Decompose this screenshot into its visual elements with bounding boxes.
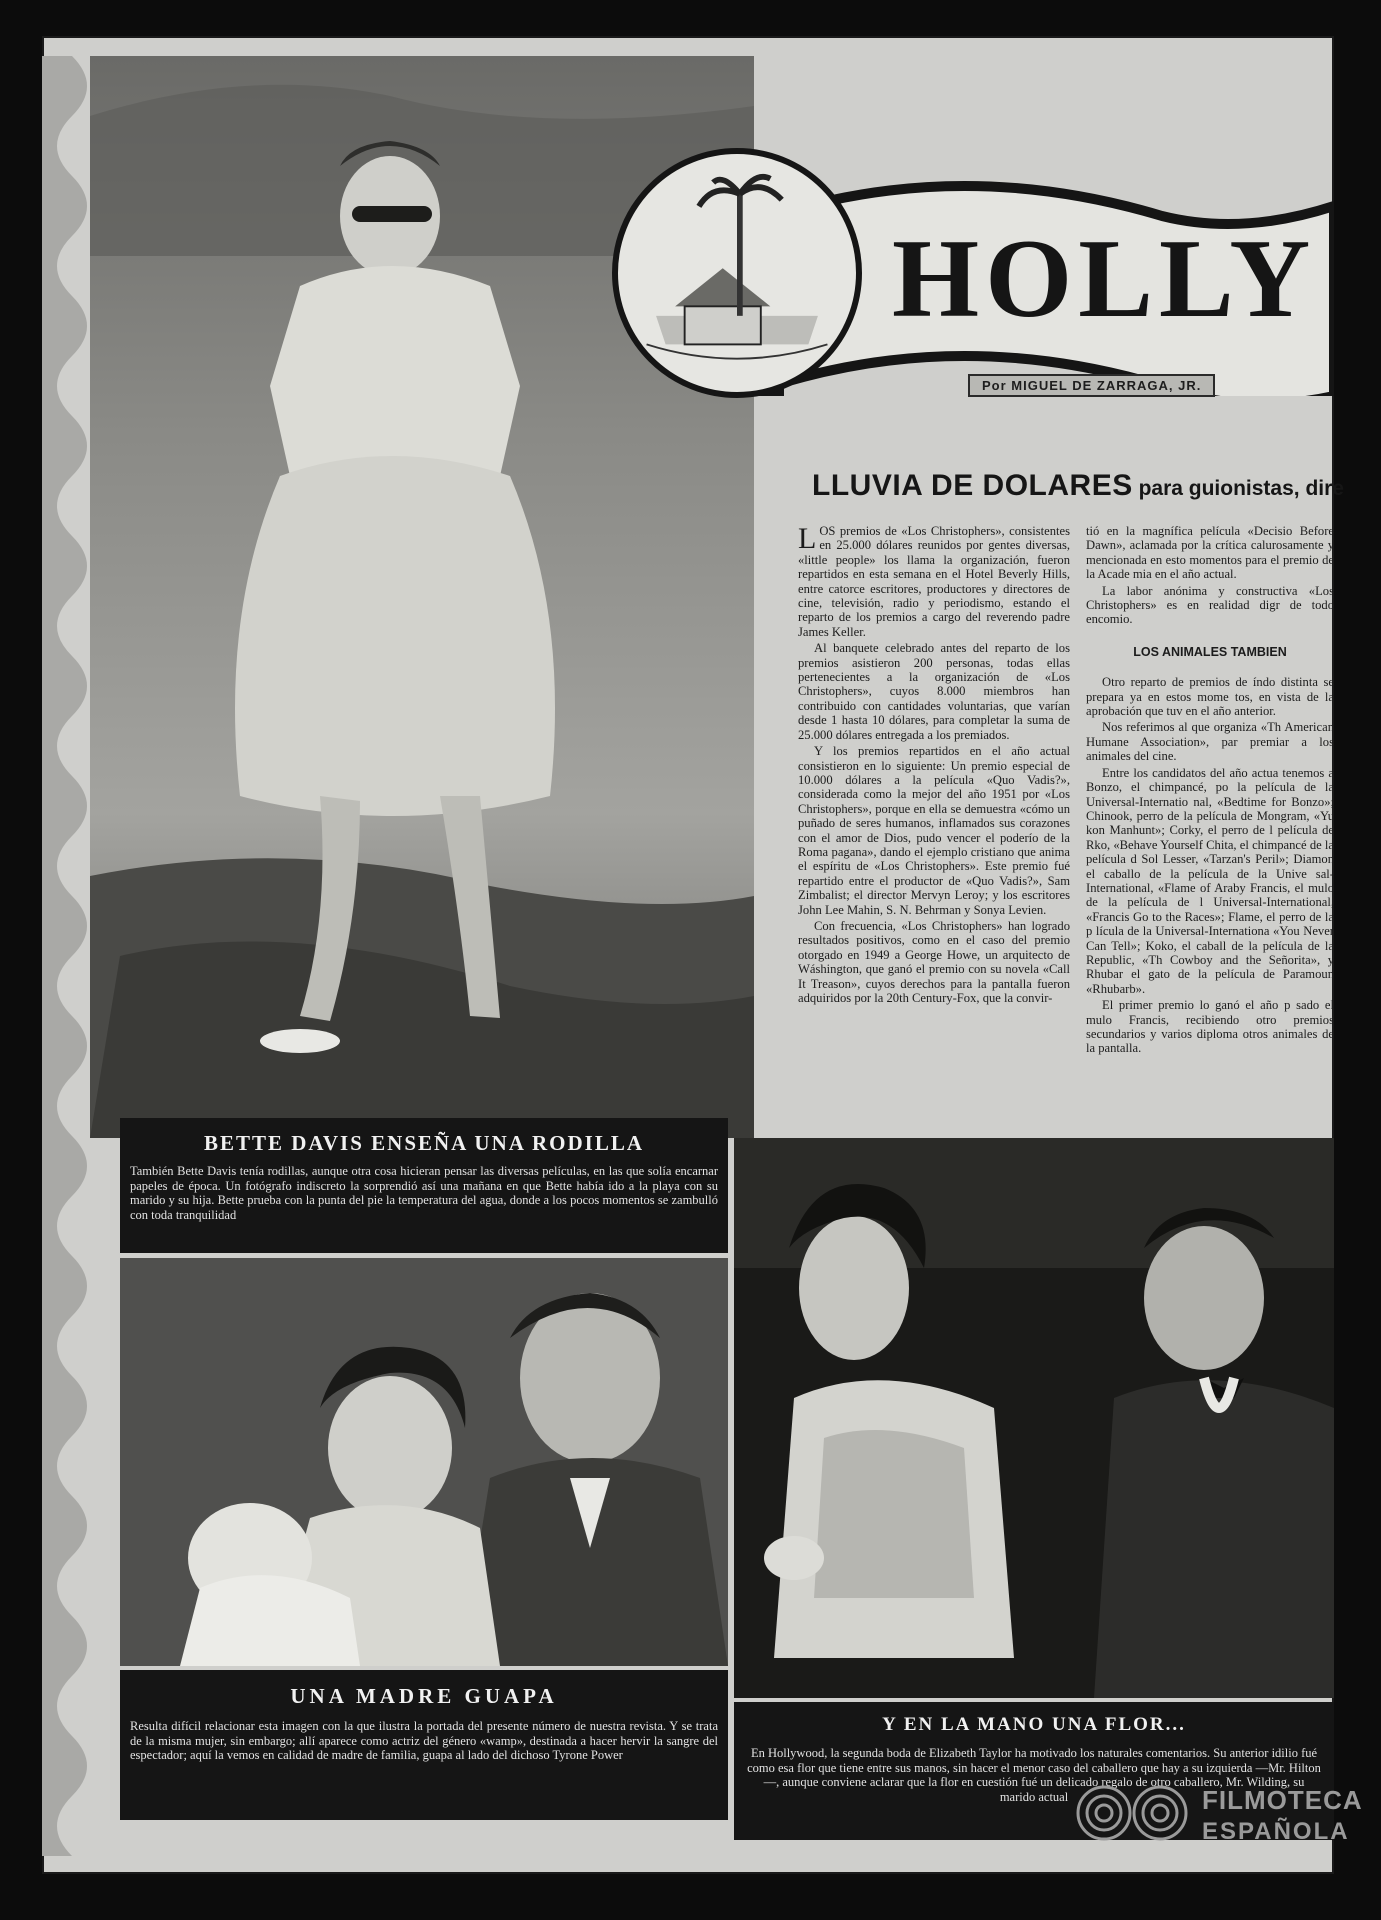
madre-caption — [120, 1670, 728, 1820]
byline: Por MIGUEL DE ZARRAGA, JR. — [968, 374, 1215, 397]
masthead-title-text: HOLLY — [892, 217, 1317, 341]
logo-line1: FILMOTECA — [1202, 1785, 1363, 1815]
article-paragraph: La labor anónima y constructiva «Los Christophers» es en realidad digr de todo encomio. — [1086, 583, 1334, 627]
article-paragraph: Al banquete celebrado antes del reparto de los premios asistieron 200 personas, todas ellas pertenecientes a la organización de «Los Christophers», cuyos 8.000 miembros han contribuido con cantidades voluntarias, que varían desde 1 hasta 10 dólares, para completar la suma de 25.000 dólares entregada a los premiados. — [798, 641, 1070, 742]
logo-text — [1202, 1785, 1363, 1846]
article-paragraph: tió en la magnífica película «Decisio Before Dawn», aclamada por la crítica calurosamente y mencionada en esto momentos para el premio de la Acade mia en el año actual. — [1086, 524, 1334, 582]
dropcap: L — [798, 522, 817, 555]
spiral-logo-icon — [1074, 1781, 1192, 1847]
caption-body: En Hollywood, la segunda boda de Elizabeth Taylor ha motivado los naturales comentarios. Su anterior idilio fué como esa flor que tiene entre sus manos, sin hacer el menor caso del caballero que hay a su izquierda —Mr. Hilton—, aunque conviene aclarar que la flor en cuestión fué un delicado regalo de otro caballero, Mr. Wilding, su marido actual — [747, 1746, 1321, 1804]
masthead-illustration — [612, 148, 862, 398]
subhead: LOS ANIMALES TAMBIEN — [1133, 644, 1287, 659]
mother-baby-photo — [120, 1258, 728, 1666]
elizabeth-taylor-photo — [734, 1138, 1334, 1698]
article-paragraph: El primer premio lo ganó el año p sado el mulo Francis, recibiendo otro premios secundarios y varios diploma otros animales de la pantalla. — [1086, 998, 1334, 1056]
article-paragraph: Otro reparto de premios de índo distinta se prepara ya en estos mome tos, en vista de la aprobación que tuv en el año anterior. — [1086, 675, 1334, 719]
article-paragraph: Entre los candidatos del año actua tenemos a Bonzo, el chimpancé, po la película de la Universal-Internatio nal, «Bedtime for Bonzo»; Chinook, perro de la película de Mongram, «Yu kon Manhunt»; Corky, el perro de l película de Rko, «Behave Yourself Chita, el chimpancé de la película d Sol Lesser, «Tarzan's Peril»; Diamon el caballo de la película de la Unive sal-International, «Flame of Araby Francis, el mulo de la película de l Universal-International, «Francis Go to the Races»; Flame, el perro de la p lícula de la Universal-Internationa «You Never Can Tell»; Koko, el caball de la película de la Republic, «Th Cowboy and the Señorita», y Rhubar el gato de la película de Paramoun «Rhubarb». — [1086, 765, 1334, 996]
headline-rest: para guionistas, dire — [1132, 477, 1344, 500]
article-column-1 — [798, 524, 1070, 1007]
caption-title: UNA MADRE GUAPA — [290, 1684, 558, 1708]
newspaper-page — [42, 36, 1344, 1874]
article-paragraph: Nos referimos al que organiza «Th American Humane Association», par premiar a los animales del cine. — [1086, 720, 1334, 764]
caption-title: Y EN LA MANO UNA FLOR... — [882, 1714, 1186, 1735]
caption-title: BETTE DAVIS ENSEÑA UNA RODILLA — [203, 1131, 645, 1155]
logo-line2: ESPAÑOLA — [1202, 1818, 1350, 1845]
article-paragraph: LOS premios de «Los Christophers», consistentes en 25.000 dólares reunidos por gentes diversas, «little people» los llama la organización, fueron repartidos en esta semana en el Hotel Beverly Hills, entre catorce escritores, productores y directores de cine, televisión, radio y periodismo, estando el reparto de los premios a cargo del reverendo padre James Keller. — [798, 522, 1070, 639]
caption-body: Resulta difícil relacionar esta imagen con la que ilustra la portada del presente número de nuestra revista. Y se trata de la misma mujer, sin embargo; allí aparece como actriz del género «wamp», destinada a hacer hervir la sangre del espectador; aquí la vemos en calidad de madre de familia, guapa al lado del dichoso Tyrone Power — [130, 1719, 718, 1763]
article-paragraph: Con frecuencia, «Los Christophers» han logrado resultados positivos, como en el caso del premio otorgado en 1949 a George Howe, un arquitecto de Wáshington, que ganó el premio con su novela «Call It Treason», cuyos derechos para la pantalla fueron adquiridos por la 20th Century-Fox, que la convir- — [798, 918, 1070, 1005]
headline-main: LLUVIA DE DOLARES — [812, 469, 1133, 502]
caption-body: También Bette Davis tenía rodillas, aunque otra cosa hicieran pensar las diversas películas, en las que solía encarnar papeles de época. Un fotógrafo indiscreto la sorprendió así una mañana en que Bette había ido a la playa con su marido y su hija. Bette prueba con la punta del pie la temperatura del agua, donde a los pocos momentos se zambulló con toda tranquilidad — [130, 1164, 718, 1222]
article-paragraph: Y los premios repartidos en el año actual consistieron en lo siguiente: Un premio especial de 10.000 dólares a la película «Quo Vadis?», considerada como la mejor del año 1951 por «Los Christophers», porque en ella se demuestra «cómo un puñado de seres humanos, inflamados sus corazones con el amor de Dios, pudo vencer el poderío de la Roma pagana», dando el ejemplo cristiano que anima el espíritu de «Los Christophers». Este premio fué repartido entre el productor de «Quo Vadis?», Sam Zimbalist; el director Mervyn Leroy; y los escritores John Lee Mahin, S. N. Behrman y Sonya Levien. — [798, 744, 1070, 917]
filmoteca-logo — [1074, 1775, 1374, 1885]
article-column-2 — [1086, 524, 1334, 1150]
bette-caption — [120, 1118, 728, 1253]
masthead-title — [882, 186, 1334, 356]
article-headline — [812, 469, 1344, 503]
